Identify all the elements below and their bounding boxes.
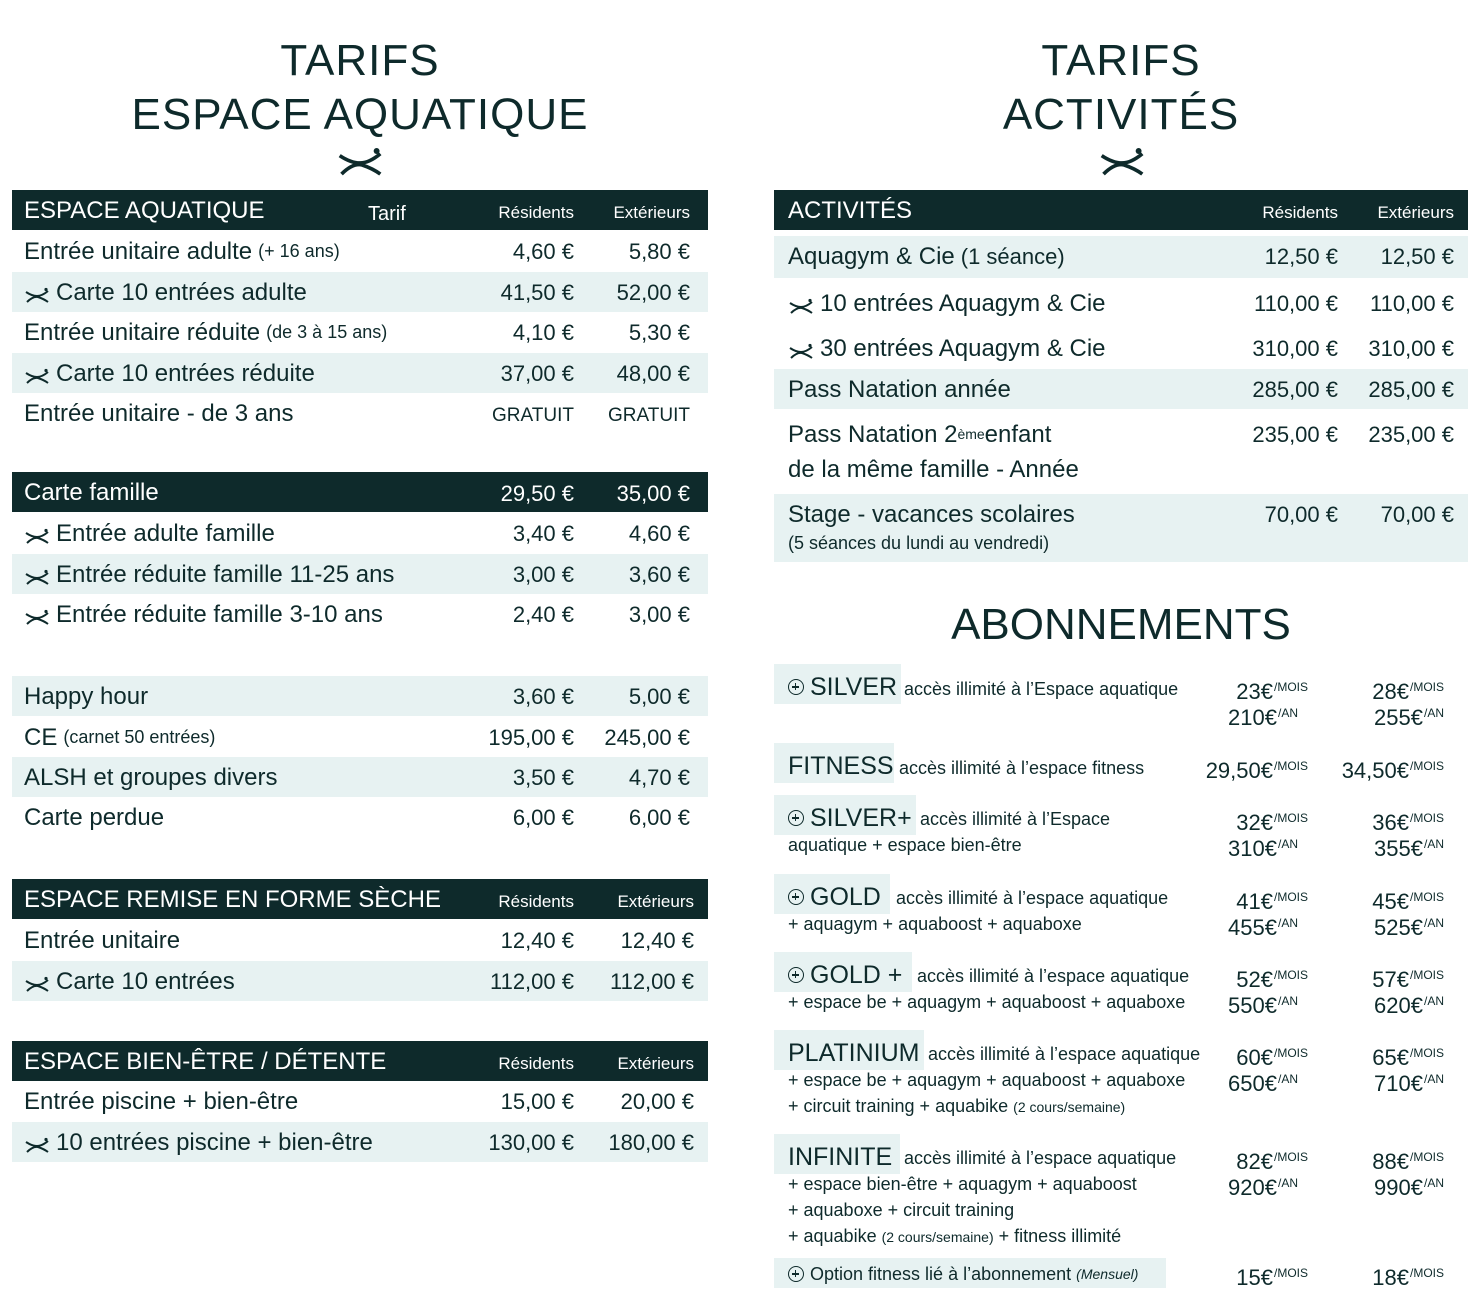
table-row: [774, 414, 1468, 488]
unit-mois: /MOIS: [1273, 968, 1308, 982]
plan-desc-4-end: + fitness illimité: [998, 1226, 1122, 1246]
swimmer-icon: [24, 525, 50, 543]
plan-desc: accès illimité à l’espace aquatique: [904, 1148, 1177, 1168]
unit-mois: /MOIS: [1273, 811, 1308, 825]
abonnement-silver-plus: [774, 795, 1468, 861]
row-label: Entrée unitaire - de 3 ans: [24, 400, 294, 427]
plan-tag: [774, 1134, 900, 1174]
table-row: [12, 231, 708, 271]
price-ext-mois: 36€: [1372, 810, 1409, 835]
price-res: 70,00 €: [1264, 502, 1338, 527]
aquatique-header: [12, 190, 708, 230]
left-title-line1: TARIFS: [280, 36, 440, 85]
bien-col-res: Résidents: [498, 1054, 574, 1073]
row-label: Pass Natation année: [788, 376, 1011, 403]
table-row: [12, 676, 708, 716]
unit-mois: /MOIS: [1273, 1150, 1308, 1164]
plan-desc-2: + espace be + aquagym + aquaboost + aquaboxe: [788, 1070, 1186, 1090]
plan-name: GOLD +: [810, 961, 903, 989]
price-ext-mois: 88€: [1372, 1149, 1409, 1174]
remise-col-res: Résidents: [498, 892, 574, 911]
row-label: Carte 10 entrées adulte: [56, 279, 307, 306]
plan-desc-2: + espace bien-être + aquagym + aquaboost: [788, 1174, 1137, 1194]
price-res-an: 550€: [1228, 993, 1277, 1018]
plus-circle-icon: [788, 1266, 804, 1282]
table-row: [12, 920, 708, 960]
unit-an: /AN: [1423, 706, 1444, 720]
swimmer-logo-icon: [336, 146, 384, 180]
price-res-mois: 60€: [1236, 1045, 1273, 1070]
plan-name: FITNESS: [788, 752, 894, 780]
price-ext: 6,00 €: [628, 805, 690, 830]
price-ext-mois: 57€: [1372, 967, 1409, 992]
activites-col-ext: Extérieurs: [1377, 203, 1454, 222]
abonnement-fitness: [774, 743, 1468, 783]
remise-col-ext: Extérieurs: [617, 892, 694, 911]
row-label: Entrée réduite famille 11-25 ans: [56, 561, 395, 588]
row-sup: ème: [957, 426, 985, 442]
price-res-mois: 41€: [1236, 889, 1273, 914]
price-ext: 5,80 €: [628, 239, 690, 264]
row-label: 10 entrées Aquagym & Cie: [820, 290, 1106, 317]
plus-circle-icon: [788, 967, 804, 983]
unit-mois: /MOIS: [1409, 890, 1444, 904]
plan-desc: accès illimité à l’espace aquatique: [896, 888, 1169, 908]
aquatique-col-res: Résidents: [498, 203, 574, 222]
price-res-mois: 15€: [1236, 1265, 1273, 1290]
unit-mois: /MOIS: [1409, 1266, 1444, 1280]
price-res-an: 210€: [1228, 705, 1277, 730]
price-res: 4,10 €: [512, 320, 574, 345]
price-res-an: 455€: [1228, 915, 1277, 940]
unit-an: /AN: [1423, 1072, 1444, 1086]
plus-circle-icon: [788, 810, 804, 826]
price-res: 112,00 €: [489, 969, 574, 994]
plan-desc-2: + espace be + aquagym + aquaboost + aquaboxe: [788, 992, 1186, 1012]
price-res: 2,40 €: [512, 602, 574, 627]
price-res: 12,50 €: [1264, 244, 1338, 269]
abonnement-silver: [774, 664, 1468, 730]
plan-tag: [774, 874, 890, 914]
activites-header-title: ACTIVITÉS: [788, 197, 913, 224]
price-ext: 70,00 €: [1380, 502, 1454, 527]
swimmer-icon: [24, 566, 50, 584]
price-ext: 180,00 €: [608, 1130, 694, 1155]
row-label: Entrée adulte famille: [56, 520, 275, 547]
price-ext: 12,50 €: [1380, 244, 1454, 269]
price-ext: 48,00 €: [616, 361, 690, 386]
option-note: (Mensuel): [1076, 1266, 1139, 1282]
row-note: (carnet 50 entrées): [63, 727, 216, 747]
price-ext-mois: 18€: [1372, 1265, 1409, 1290]
bien-col-ext: Extérieurs: [617, 1054, 694, 1073]
row-label: Happy hour: [24, 683, 149, 710]
price-res: 110,00 €: [1253, 291, 1338, 316]
unit-mois: /MOIS: [1409, 680, 1444, 694]
price-ext: 3,60 €: [628, 562, 690, 587]
unit-mois: /MOIS: [1273, 1266, 1308, 1280]
plan-name: GOLD: [810, 883, 881, 911]
table-row: [12, 393, 708, 433]
price-res: 235,00 €: [1252, 422, 1338, 447]
price-ext: 112,00 €: [609, 969, 694, 994]
plan-desc-3: + circuit training + aquabike: [788, 1096, 1009, 1116]
aquatique-header-title: ESPACE AQUATIQUE: [24, 197, 265, 224]
unit-an: /AN: [1277, 994, 1298, 1008]
price-ext: 3,00 €: [628, 602, 690, 627]
plan-desc: accès illimité à l’espace aquatique: [928, 1044, 1201, 1064]
plan-tag: [774, 952, 912, 992]
table-row: [12, 1122, 708, 1162]
price-ext-mois: 34,50€: [1341, 758, 1409, 783]
plan-name: PLATINIUM: [788, 1039, 920, 1067]
price-ext: 4,70 €: [628, 765, 690, 790]
aquatique-col-tarif: Tarif: [368, 203, 406, 225]
unit-an: /AN: [1277, 1072, 1298, 1086]
unit-mois: /MOIS: [1273, 680, 1308, 694]
swimmer-icon: [24, 606, 50, 624]
row-label: Entrée réduite famille 3-10 ans: [56, 601, 383, 628]
price-ext: 20,00 €: [620, 1089, 694, 1114]
price-res-mois: 23€: [1236, 679, 1273, 704]
row-label: Pass Natation 2: [788, 421, 958, 448]
right-title-line1: TARIFS: [1041, 36, 1201, 85]
row-note: (+ 16 ans): [258, 241, 340, 261]
table-row: [12, 594, 708, 634]
unit-mois: /MOIS: [1409, 1046, 1444, 1060]
row-label-b: enfant: [984, 421, 1052, 448]
plan-desc: accès illimité à l’espace aquatique: [917, 966, 1190, 986]
row-label: 10 entrées piscine + bien-être: [56, 1129, 373, 1156]
famille-price-res: 29,50 €: [500, 481, 574, 506]
price-ext-an: 255€: [1374, 705, 1423, 730]
unit-an: /AN: [1277, 1176, 1298, 1190]
plan-name: INFINITE: [788, 1143, 893, 1171]
unit-mois: /MOIS: [1409, 1150, 1444, 1164]
unit-mois: /MOIS: [1409, 811, 1444, 825]
unit-mois: /MOIS: [1409, 759, 1444, 773]
price-res: 195,00 €: [488, 725, 574, 750]
famille-header: [12, 472, 708, 512]
price-res-an: 310€: [1228, 836, 1277, 861]
unit-an: /AN: [1277, 706, 1298, 720]
price-res: 3,50 €: [512, 765, 574, 790]
table-row: [12, 312, 708, 352]
table-row: [12, 513, 708, 553]
table-row: [12, 961, 708, 1001]
plan-tag: [774, 1030, 924, 1070]
plus-circle-icon: [788, 679, 804, 695]
unit-mois: /MOIS: [1273, 759, 1308, 773]
swimmer-icon: [788, 340, 814, 358]
row-label: Carte perdue: [24, 804, 165, 831]
price-res-mois: 52€: [1236, 967, 1273, 992]
price-ext-an: 355€: [1374, 836, 1423, 861]
plan-desc-3-note: (2 cours/semaine): [1013, 1099, 1126, 1115]
plan-tag: [774, 664, 901, 704]
plan-tag: [774, 743, 894, 783]
price-res: 310,00 €: [1252, 336, 1338, 361]
row-note: (de 3 à 15 ans): [266, 322, 388, 342]
option-label: Option fitness lié à l’abonnement: [810, 1264, 1072, 1284]
remise-header-title: ESPACE REMISE EN FORME SÈCHE: [24, 886, 441, 913]
price-res: 3,60 €: [512, 684, 574, 709]
swimmer-logo-icon: [1098, 146, 1146, 180]
row-label: CE: [24, 724, 58, 751]
row-label: Carte 10 entrées: [56, 968, 235, 995]
price-res-mois: 32€: [1236, 810, 1273, 835]
price-res: 6,00 €: [512, 805, 574, 830]
swimmer-icon: [788, 295, 814, 313]
plan-name: SILVER: [810, 673, 898, 701]
price-ext-mois: 28€: [1372, 679, 1409, 704]
swimmer-icon: [24, 973, 50, 991]
table-row: [12, 272, 708, 312]
price-ext: 4,60 €: [628, 521, 690, 546]
row-label: 30 entrées Aquagym & Cie: [820, 335, 1106, 362]
price-res: 12,40 €: [500, 928, 574, 953]
plan-name: SILVER+: [810, 804, 912, 832]
unit-an: /AN: [1277, 837, 1298, 851]
price-ext-mois: 45€: [1372, 889, 1409, 914]
price-res: GRATUIT: [492, 405, 574, 426]
plan-desc: accès illimité à l’Espace: [920, 809, 1111, 829]
price-ext-an: 620€: [1374, 993, 1423, 1018]
price-res: 130,00 €: [488, 1130, 574, 1155]
row-label: Entrée piscine + bien-être: [24, 1088, 299, 1115]
price-res-an: 920€: [1228, 1175, 1277, 1200]
price-ext: 310,00 €: [1368, 336, 1454, 361]
table-row: [12, 554, 708, 594]
price-ext: 285,00 €: [1368, 377, 1454, 402]
table-row: [12, 353, 708, 393]
remise-header: [12, 879, 708, 919]
unit-an: /AN: [1423, 837, 1444, 851]
price-ext-an: 710€: [1374, 1071, 1423, 1096]
price-ext-mois: 65€: [1372, 1045, 1409, 1070]
table-row: [12, 717, 708, 757]
price-res: 3,40 €: [512, 521, 574, 546]
famille-header-title: Carte famille: [24, 479, 159, 506]
price-res-mois: 82€: [1236, 1149, 1273, 1174]
plan-desc: accès illimité à l’Espace aquatique: [904, 679, 1179, 699]
price-ext: 245,00 €: [604, 725, 690, 750]
row-note: (1 séance): [960, 244, 1065, 269]
plus-circle-icon: [788, 889, 804, 905]
row-label: ALSH et groupes divers: [24, 764, 278, 791]
table-row: [12, 1081, 708, 1121]
abonnement-infinite: [774, 1134, 1468, 1252]
table-row: [774, 236, 1468, 278]
price-res: 4,60 €: [512, 239, 574, 264]
unit-an: /AN: [1423, 916, 1444, 930]
price-ext: 235,00 €: [1368, 422, 1454, 447]
bien-header: [12, 1041, 708, 1081]
unit-an: /AN: [1423, 1176, 1444, 1190]
table-row: [774, 369, 1468, 409]
unit-mois: /MOIS: [1409, 968, 1444, 982]
price-ext: 5,00 €: [628, 684, 690, 709]
plan-desc-4: + aquabike: [788, 1226, 877, 1246]
famille-price-ext: 35,00 €: [616, 481, 690, 506]
price-ext-an: 990€: [1374, 1175, 1423, 1200]
activites-col-res: Résidents: [1262, 203, 1338, 222]
bien-header-title: ESPACE BIEN-ÊTRE / DÉTENTE: [24, 1048, 387, 1075]
option-fitness: [774, 1258, 1468, 1288]
row-label: Stage - vacances scolaires: [788, 501, 1075, 528]
price-ext: GRATUIT: [608, 405, 690, 426]
abonnement-platinium: [774, 1030, 1468, 1120]
plan-desc-3: + aquaboxe + circuit training: [788, 1200, 1015, 1220]
swimmer-icon: [24, 284, 50, 302]
price-res: 41,50 €: [500, 280, 574, 305]
plan-desc-2: aquatique + espace bien-être: [788, 835, 1022, 855]
aquatique-col-ext: Extérieurs: [613, 203, 690, 222]
table-row: [774, 494, 1468, 562]
price-ext: 5,30 €: [628, 320, 690, 345]
right-title-line2: ACTIVITÉS: [1002, 90, 1240, 139]
table-row: [774, 283, 1468, 323]
plan-tag: [774, 795, 916, 835]
price-ext: 12,40 €: [620, 928, 694, 953]
table-row: [774, 328, 1468, 368]
abonnements-title: ABONNEMENTS: [951, 600, 1291, 649]
price-res: 3,00 €: [512, 562, 574, 587]
row-label-2: (5 séances du lundi au vendredi): [788, 533, 1050, 553]
price-res-mois: 29,50€: [1205, 758, 1273, 783]
unit-mois: /MOIS: [1273, 1046, 1308, 1060]
table-row: [12, 797, 708, 837]
row-label: Carte 10 entrées réduite: [56, 360, 315, 387]
price-ext-an: 525€: [1374, 915, 1423, 940]
row-label: Entrée unitaire: [24, 927, 181, 954]
plan-desc-2: + aquagym + aquaboost + aquaboxe: [788, 914, 1082, 934]
plan-desc-4-note: (2 cours/semaine): [881, 1229, 994, 1245]
unit-an: /AN: [1277, 916, 1298, 930]
price-ext: 110,00 €: [1369, 291, 1454, 316]
price-res: 37,00 €: [500, 361, 574, 386]
option-tag: [774, 1258, 1166, 1288]
unit-an: /AN: [1423, 994, 1444, 1008]
table-row: [12, 757, 708, 797]
price-res: 285,00 €: [1252, 377, 1338, 402]
activites-header: [774, 190, 1468, 230]
row-label: Aquagym & Cie: [788, 243, 955, 270]
unit-mois: /MOIS: [1273, 890, 1308, 904]
abonnement-gold: [774, 874, 1468, 940]
price-ext: 52,00 €: [616, 280, 690, 305]
swimmer-icon: [24, 365, 50, 383]
left-title-line2: ESPACE AQUATIQUE: [131, 90, 589, 139]
price-res-an: 650€: [1228, 1071, 1277, 1096]
plan-desc: accès illimité à l’espace fitness: [899, 758, 1145, 778]
price-res: 15,00 €: [500, 1089, 574, 1114]
row-label: Entrée unitaire réduite: [24, 319, 261, 346]
swimmer-icon: [24, 1134, 50, 1152]
abonnement-gold-plus: [774, 952, 1468, 1018]
row-label-2: de la même famille - Année: [788, 456, 1079, 483]
row-label: Entrée unitaire adulte: [24, 238, 253, 265]
